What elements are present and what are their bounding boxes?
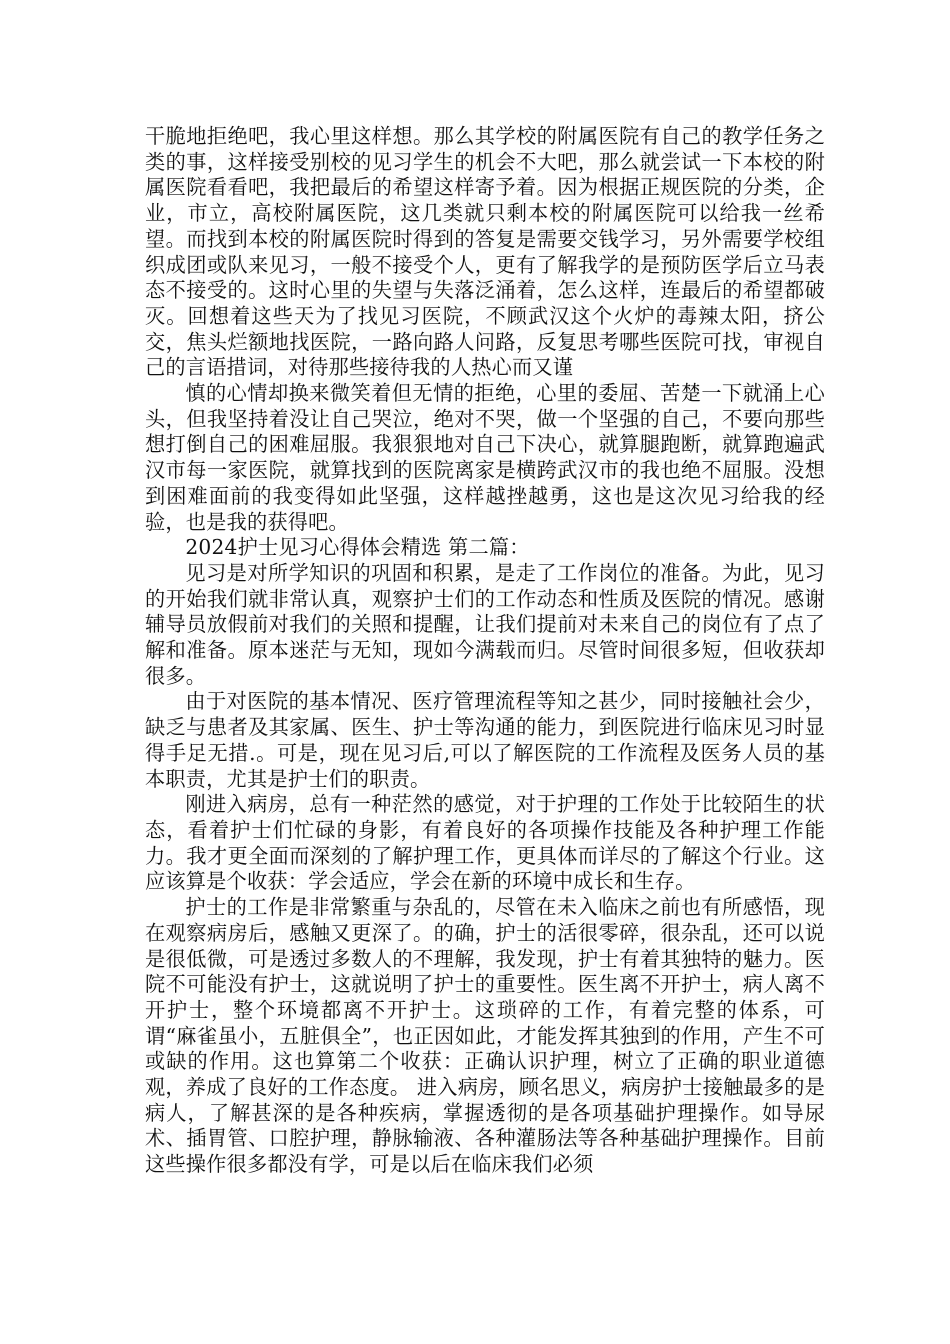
section-heading: 2024护士见习心得体会精选 第二篇： (185, 535, 530, 560)
paragraph-6: 护士的工作是非常繁重与杂乱的，尽管在未入临床之前也有所感悟，现在观察病房后，感触又更深了。的确，护士的活很零碎，很杂乱，还可以说是很低微，可是透过多数人的不理解，我发现，护士有着其独特的魅力。医院不可能没有护士，这就说明了护士的重要性。医生离不开护士，病人离不开护士，整个环境都离不开护士。这琐碎的工作，有着完整的体系，可谓“麻雀虽小，五脏俱全”，也正因如此，才能发挥其独到的作用，产生不可或缺的作用。这也算第二个收获：正确认识护理，树立了正确的职业道德观，养成了良好的工作态度。 进入病房，顾名思义，病房护士接触最多的是病人，了解甚深的是各种疾病，掌握透彻的是各项基础护理操作。如导尿术、插胃管、口腔护理，静脉输液、各种灌肠法等各种基础护理操作。目前这些操作很多都没有学，可是以后在临床我们必须 (145, 895, 825, 1177)
paragraph-2: 慎的心情却换来微笑着但无情的拒绝，心里的委屈、苦楚一下就涌上心头，但我坚持着没让自己哭泣，绝对不哭，做一个坚强的自己，不要向那些想打倒自己的困难屈服。我狠狠地对自己下决心，就算腿跑断，就算跑遍武汉市每一家医院，就算找到的医院离家是横跨武汉市的我也绝不屈服。没想到困难面前的我变得如此坚强，这样越挫越勇，这也是这次见习给我的经验，也是我的获得吧。 (145, 381, 825, 534)
paragraph-3: 见习是对所学知识的巩固和积累，是走了工作岗位的准备。为此，见习的开始我们就非常认真，观察护士们的工作动态和性质及医院的情况。感谢辅导员放假前对我们的关照和提醒，让我们提前对未来自己的岗位有了点了解和准备。原本迷茫与无知，现如今满载而归。尽管时间很多短，但收获却很多。 (145, 560, 825, 688)
paragraph-5: 刚进入病房，总有一种茫然的感觉，对于护理的工作处于比较陌生的状态，看着护士们忙碌的身影，有着良好的各项操作技能及各种护理工作能力。我才更全面而深刻的了解护理工作，更具体而详尽的了解这个行业。这应该算是个收获：学会适应，学会在新的环境中成长和生存。 (145, 792, 825, 894)
paragraph-4: 由于对医院的基本情况、医疗管理流程等知之甚少，同时接触社会少，缺乏与患者及其家属、医生、护士等沟通的能力，到医院进行临床见习时显得手足无措.。可是，现在见习后,可以了解医院的工作流程及医务人员的基本职责，尤其是护士们的职责。 (145, 689, 825, 791)
paragraph-1: 干脆地拒绝吧，我心里这样想。那么其学校的附属医院有自己的教学任务之类的事，这样接受别校的见习学生的机会不大吧，那么就尝试一下本校的附属医院看看吧，我把最后的希望这样寄予着。因为根据正规医院的分类，企业，市立，高校附属医院，这几类就只剩本校的附属医院可以给我一丝希望。而找到本校的附属医院时得到的答复是需要交钱学习，另外需要学校组织成团或队来见习，一般不接受个人，更有了解我学的是预防医学后立马表态不接受的。这时心里的失望与失落泛涌着，怎么这样，连最后的希望都破灭。回想着这些天为了找见习医院，不顾武汉这个火炉的毒辣太阳，挤公交，焦头烂额地找医院，一路向路人问路，反复思考哪些医院可找，审视自己的言语措词，对待那些接待我的人热心而又谨 (145, 124, 825, 380)
document-body (145, 124, 825, 1178)
